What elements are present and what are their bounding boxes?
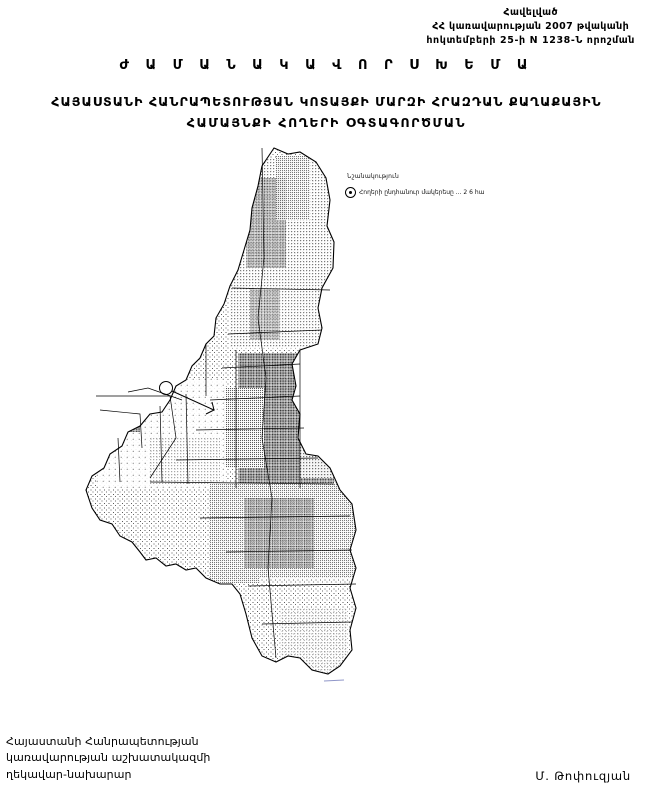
page-title-line-2: ՀԱՄԱՅՆՔԻ ՀՈՂԵՐԻ ՕԳՏԱԳՈՐԾՄԱՆ — [186, 114, 467, 130]
footer-line-2: կառավարության աշխատակազմի — [6, 751, 211, 764]
footer-signature-name: Մ. Թոփուզյան — [535, 769, 631, 783]
map-figure — [0, 138, 653, 708]
page-title-line-1: ՀԱՅԱՍՏԱՆԻ ՀԱՆՐԱՊԵՏՈՒԹՅԱՆ ԿՈՏԱՅՔԻ ՄԱՐԶԻ ՀՐԱԶԴԱՆ ՔԱՂԱՔԱՅԻՆ — [51, 94, 602, 109]
legend-title: Նշանակություն — [347, 173, 399, 180]
approval-line-2: ՀՀ կառավարության 2007 թվականի — [432, 20, 630, 32]
approval-line-3: հոկտեմբերի 25-ի N 1238-Ն որոշման — [426, 34, 635, 46]
footer-line-3: ղեկավար-նախարար — [6, 767, 132, 781]
footer-signatory-block — [6, 734, 210, 784]
approval-line-1: Հավելված — [503, 7, 558, 18]
community-land-use-map — [0, 138, 653, 708]
map-legend — [345, 172, 505, 198]
approval-note — [426, 6, 635, 47]
circle-dot-symbol-icon — [345, 187, 356, 198]
page-title — [0, 92, 653, 133]
map-blue-hairline — [324, 680, 344, 681]
legend-item — [345, 187, 505, 198]
document-type-heading: Ժ Ա Մ Ա Ն Ա Կ Ա Վ Ո Ր Ս Խ Ե Մ Ա — [119, 58, 534, 73]
legend-item-label: Հողերի ընդհանուր մակերեսը ... 2 6 հա — [359, 189, 485, 196]
footer-line-1: Հայաստանի Հանրապետության — [6, 734, 199, 748]
